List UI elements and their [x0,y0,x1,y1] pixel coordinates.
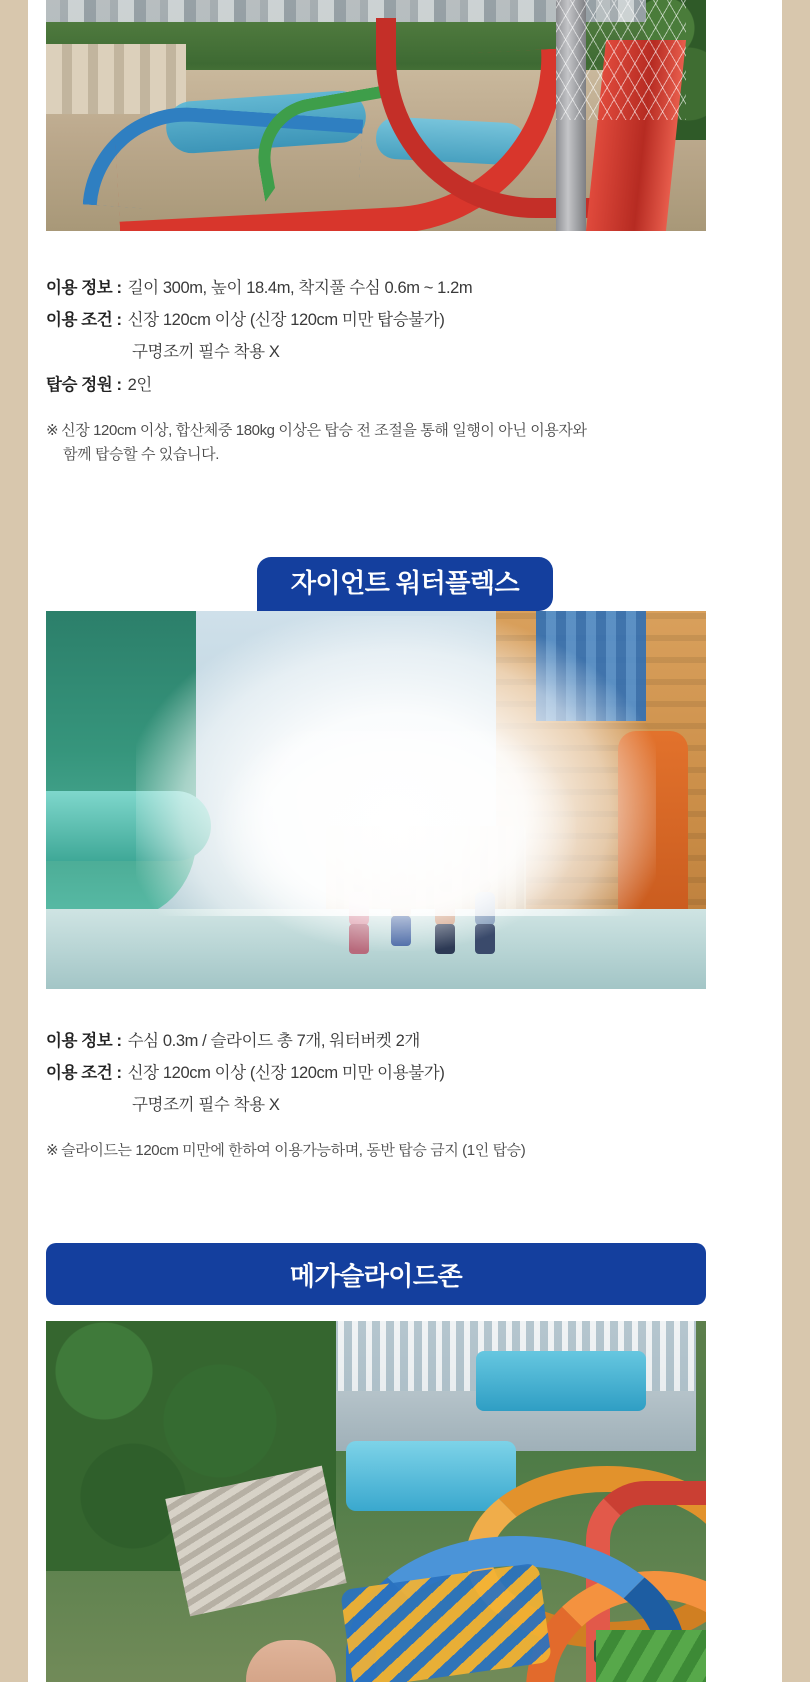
photo3-green-slide [596,1630,706,1682]
photo-megaslide-aerial [46,1321,706,1682]
content-inner [28,0,782,1682]
section-title-megaslide-label: 메가슬라이드존 [289,1260,463,1291]
info-value: 2인 [127,375,152,394]
info-label: 이용 조건 : [46,311,122,330]
photo2-water-splash-core [216,731,576,951]
info-label: 이용 정보 : [46,279,122,297]
photo3-pool-top [476,1351,646,1411]
info-value: 신장 120cm 이상 (신장 120cm 미만 이용불가) [127,1063,445,1082]
note-line-2: 함께 탑승할 수 있습니다. [63,445,219,463]
section-title-waterflex: 자이언트 워터플렉스 [257,557,553,611]
info-note [46,419,764,467]
info-row [46,304,764,336]
photo3-pool-mid [346,1441,516,1511]
section-title-megaslide [46,1243,706,1305]
photo1-safety-net [556,0,686,120]
info-label: 이용 조건 : [46,1063,122,1082]
note-line-1: 슬라이드는 120cm 미만에 한하여 이용가능하며, 동반 탑승 금지 (1인 탑승) [61,1142,526,1160]
section-title-waterflex-wrap [28,557,782,611]
info-label: 탑승 정원 : [46,375,122,394]
info-value: 수심 0.3m / 슬라이드 총 7개, 워터버켓 2개 [127,1031,420,1050]
info-row [46,1057,764,1089]
info-row [46,272,764,304]
content-sheet [28,0,782,1682]
info-row [46,1025,764,1057]
note-line-1: 신장 120cm 이상, 합산체중 180kg 이상은 탑승 전 조절을 통해 일행이 아닌 이용자와 [61,421,587,439]
info-value: 길이 300m, 높이 18.4m, 착지풀 수심 0.6m ~ 1.2m [127,279,473,297]
info-label: 이용 정보 : [46,1031,122,1050]
note-mark: ※ [46,421,59,439]
photo-waterpark-aerial [46,0,706,231]
photo-giant-waterflex [46,611,706,989]
info-value: 신장 120cm 이상 (신장 120cm 미만 탑승불가) [127,311,445,330]
info-block-1 [28,272,782,467]
info-block-2 [28,1025,782,1164]
info-note [46,1139,764,1163]
info-continuation: 구명조끼 필수 착용 X [132,1096,280,1115]
info-continuation: 구명조끼 필수 착용 X [132,343,280,362]
note-mark: ※ [46,1142,59,1160]
info-row [46,369,764,401]
